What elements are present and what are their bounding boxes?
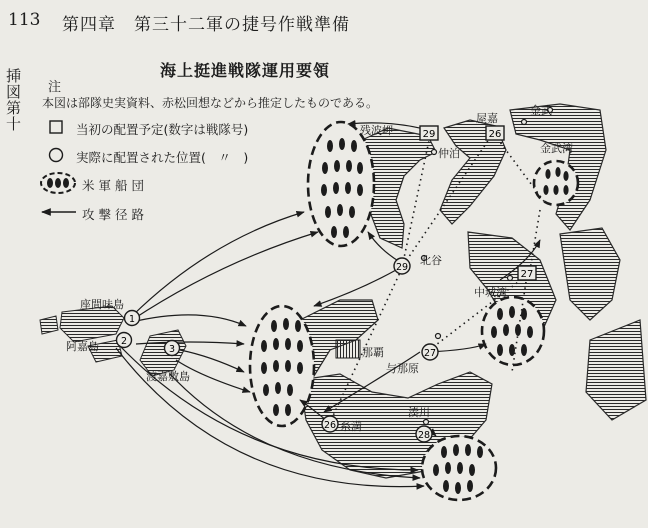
place-naha: 那覇 <box>362 346 384 359</box>
unit-square-nakagusuku <box>518 266 536 280</box>
chapter-header: 第四章 第三十二軍の捷号作戦準備 <box>62 15 350 35</box>
legend-fleet-label: 米軍船団 <box>82 178 149 193</box>
map-title: 海上挺進戦隊運用要領 <box>160 61 331 80</box>
unit-square-okuma <box>486 126 504 140</box>
unit-circle-tokashiki <box>165 341 180 356</box>
place-tokashiki: 渡嘉敷島 <box>146 370 190 383</box>
unit-label-chatan: 29 <box>395 262 409 273</box>
place-kinbu: 金武 <box>530 104 552 117</box>
place-aka: 阿嘉島 <box>66 340 99 353</box>
place-zamami: 座間味島 <box>80 298 124 311</box>
legend-route-label: 攻撃径路 <box>82 207 149 222</box>
place-okuma: 屋嘉 <box>476 112 498 125</box>
fleet-kinbu-bay <box>534 161 578 205</box>
page-number: 113 <box>8 10 41 30</box>
unit-circle-itoman <box>322 416 338 432</box>
place-yonabaru: 与那原 <box>386 362 419 375</box>
note-text: 本図は部隊史実資料、赤松回想などから推定したものである。 <box>42 96 379 110</box>
unit-circle-yonabaru <box>422 344 438 360</box>
unit-circle-aka <box>117 333 132 348</box>
unit-label-itoman: 26 <box>323 420 337 431</box>
unit-circle-chatan <box>394 258 410 274</box>
place-minatogawa: 湊川 <box>408 406 430 419</box>
figure-label: 挿図第十 <box>4 68 22 132</box>
place-kinbu-bay: 金武湾 <box>540 142 573 155</box>
unit-label-yonabaru: 27 <box>423 348 437 359</box>
place-itoman: 糸満 <box>340 420 362 433</box>
unit-label-tokashiki: 3 <box>168 344 176 355</box>
place-nakagusuku-bay: 中城湾 <box>474 286 507 299</box>
unit-circle-zamami <box>125 311 140 326</box>
fleet-north <box>308 122 374 246</box>
legend-actual-label: 実際に配置された位置( 〃 ) <box>76 150 249 165</box>
legend-circle-icon <box>50 149 63 162</box>
legend-fleet-icon <box>41 173 75 193</box>
fleet-west <box>250 306 314 426</box>
place-nakadomari: 仲泊 <box>438 147 460 160</box>
unit-label-okuma: 26 <box>488 129 502 140</box>
place-zanpa: 残波岬 <box>360 124 393 137</box>
unit-label-aka: 2 <box>120 336 128 347</box>
unit-circle-minatogawa <box>416 426 432 442</box>
fleet-nakagusuku-bay <box>482 297 544 365</box>
legend-planned-label: 当初の配置予定(数字は戦隊号) <box>76 122 249 137</box>
fleet-south <box>422 436 496 500</box>
place-chatan: 北谷 <box>420 254 442 267</box>
note-heading: 注 <box>48 80 62 95</box>
unit-label-zanpa: 29 <box>422 129 436 140</box>
legend-square-icon <box>50 121 62 133</box>
naha-area <box>336 340 360 358</box>
unit-label-minatogawa: 28 <box>417 430 431 441</box>
unit-label-zamami: 1 <box>128 314 136 325</box>
unit-square-zanpa <box>420 126 438 140</box>
unit-label-nakagusuku: 27 <box>520 269 534 280</box>
